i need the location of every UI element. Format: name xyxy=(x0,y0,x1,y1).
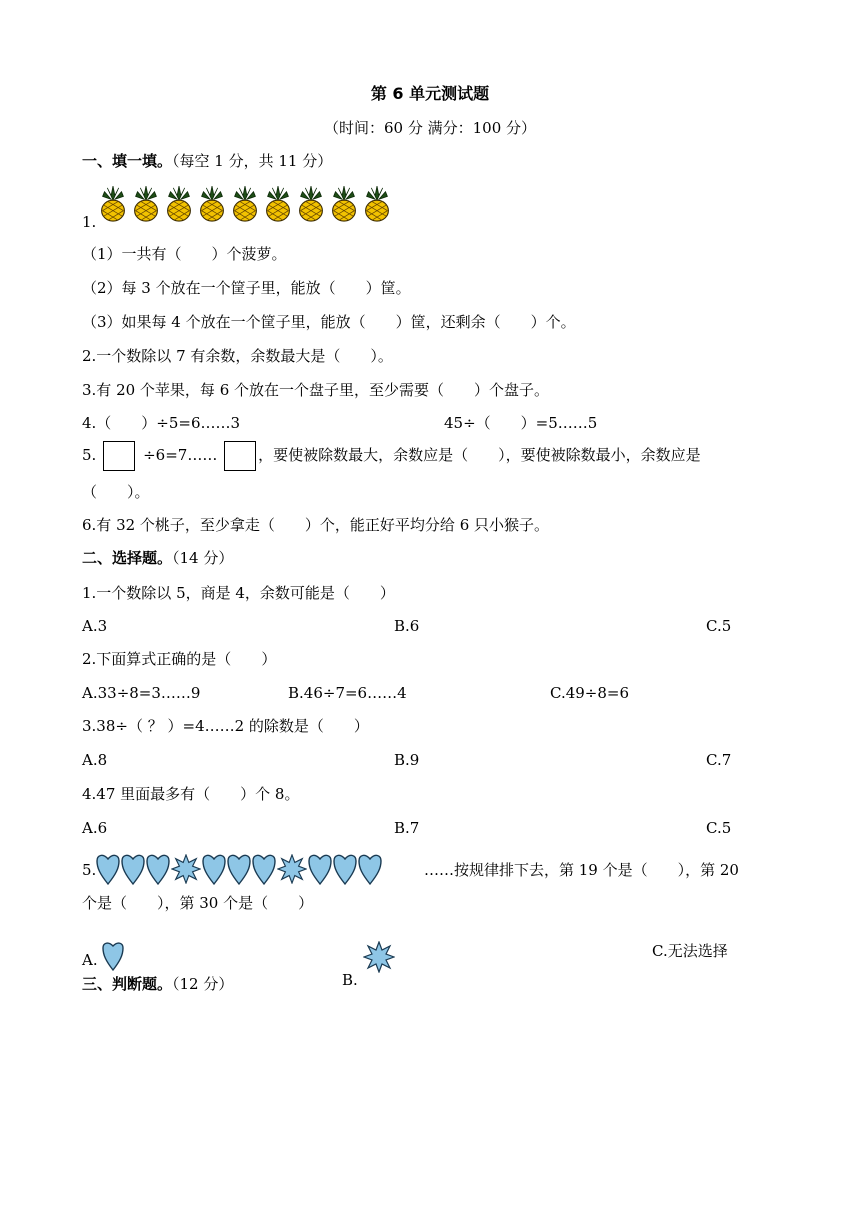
s2-q2-option-a: A.33÷8=3……9 xyxy=(82,684,201,702)
s2-q4-option-b: B.7 xyxy=(394,819,420,837)
remainder-box[interactable] xyxy=(224,441,256,471)
section3-note: （12 分） xyxy=(172,975,234,993)
heart-icon xyxy=(308,853,332,885)
s1-q6: 6.有 32 个桃子，至少拿走（ ）个，能正好平均分给 6 只小猴子。 xyxy=(82,516,550,534)
section2-header xyxy=(82,548,233,568)
s1-q4-left: 4.（ ）÷5=6……3 xyxy=(82,414,241,432)
s2-q4: 4.47 里面最多有（ ）个 8。 xyxy=(82,785,300,803)
s2-q2-option-b: B.46÷7=6……4 xyxy=(288,684,407,702)
pineapple-icon xyxy=(362,186,392,222)
s1-q3: 3.有 20 个苹果，每 6 个放在一个盘子里，至少需要（ ）个盘子。 xyxy=(82,381,550,399)
heart-icon xyxy=(333,853,357,885)
s1-q2: 2.一个数除以 7 有余数，余数最大是（ ）。 xyxy=(82,347,393,365)
section2-heading: 二、选择题。 xyxy=(82,549,173,567)
pineapple-icon xyxy=(230,186,260,222)
s2-q5-option-a-label: A. xyxy=(82,951,98,969)
s2-q5-prefix: 5. xyxy=(82,861,97,879)
section2-note: （14 分） xyxy=(172,549,234,567)
star-icon xyxy=(363,941,395,973)
section1-header xyxy=(82,151,332,171)
heart-icon xyxy=(96,853,120,885)
section3-header xyxy=(82,974,233,994)
section1-heading: 一、填一填。 xyxy=(82,152,173,170)
star-icon xyxy=(277,854,307,884)
page-subtitle: （时间：60 分 满分：100 分） xyxy=(323,119,537,137)
shape-sequence xyxy=(96,850,383,886)
pineapple-icon xyxy=(329,186,359,222)
heart-icon xyxy=(146,853,170,885)
s2-q5-option-b xyxy=(342,941,396,990)
s1-q4-right: 45÷（ ）=5……5 xyxy=(444,414,598,432)
pineapple-icon xyxy=(131,186,161,222)
s2-q5-option-a xyxy=(82,941,125,971)
s2-q2-option-c: C.49÷8=6 xyxy=(550,684,630,702)
s2-q1-option-b: B.6 xyxy=(394,617,420,635)
pineapple-icon xyxy=(98,186,128,222)
q1-number: 1. xyxy=(82,213,97,231)
page-title: 第 6 单元测试题 xyxy=(370,84,490,103)
heart-icon xyxy=(202,853,226,885)
s1-q1-3: （3）如果每 4 个放在一个筐子里，能放（ ）筐，还剩余（ ）个。 xyxy=(82,313,576,331)
pineapple-icon xyxy=(164,186,194,222)
star-icon xyxy=(171,854,201,884)
s2-q5-option-b-label: B. xyxy=(342,971,358,989)
heart-icon xyxy=(121,853,145,885)
heart-icon xyxy=(227,853,251,885)
heart-icon xyxy=(358,853,382,885)
s1-q5-suffix: ，要使被除数最大，余数应是（ ），要使被除数最小，余数应是 xyxy=(258,446,701,464)
s2-q4-option-c: C.5 xyxy=(706,819,732,837)
section3-heading: 三、判断题。 xyxy=(82,975,173,993)
heart-icon xyxy=(252,853,276,885)
s1-q5-line2: （ ）。 xyxy=(82,483,150,501)
s2-q1: 1.一个数除以 5，商是 4，余数可能是（ ） xyxy=(82,584,395,602)
s2-q3-option-c: C.7 xyxy=(706,751,732,769)
s1-q5 xyxy=(82,440,701,471)
s2-q1-option-a: A.3 xyxy=(82,617,108,635)
s1-q5-mid: ÷6=7…… xyxy=(143,446,218,464)
pineapple-icon xyxy=(263,186,293,222)
s1-q1-2: （2）每 3 个放在一个筐子里，能放（ ）筐。 xyxy=(82,279,411,297)
pineapple-row xyxy=(98,186,395,224)
s2-q4-option-a: A.6 xyxy=(82,819,108,837)
heart-icon xyxy=(102,941,124,971)
pineapple-icon xyxy=(197,186,227,222)
s2-q3-option-b: B.9 xyxy=(394,751,420,769)
s2-q5-line2: 个是（ ），第 30 个是（ ） xyxy=(82,894,314,912)
s2-q3-option-a: A.8 xyxy=(82,751,108,769)
s2-q5-option-c: C.无法选择 xyxy=(652,942,728,960)
s2-q5-text: ……按规律排下去，第 19 个是（ ），第 20 xyxy=(424,861,739,879)
s2-q3: 3.38÷（ ？ ）=4……2 的除数是（ ） xyxy=(82,717,369,735)
pineapple-icon xyxy=(296,186,326,222)
section1-note: （每空 1 分，共 11 分） xyxy=(172,152,333,170)
s1-q5-prefix: 5. xyxy=(82,446,97,464)
s2-q1-option-c: C.5 xyxy=(706,617,732,635)
dividend-box[interactable] xyxy=(103,441,135,471)
s1-q1-1: （1）一共有（ ）个菠萝。 xyxy=(82,245,287,263)
s2-q2: 2.下面算式正确的是（ ） xyxy=(82,650,277,668)
